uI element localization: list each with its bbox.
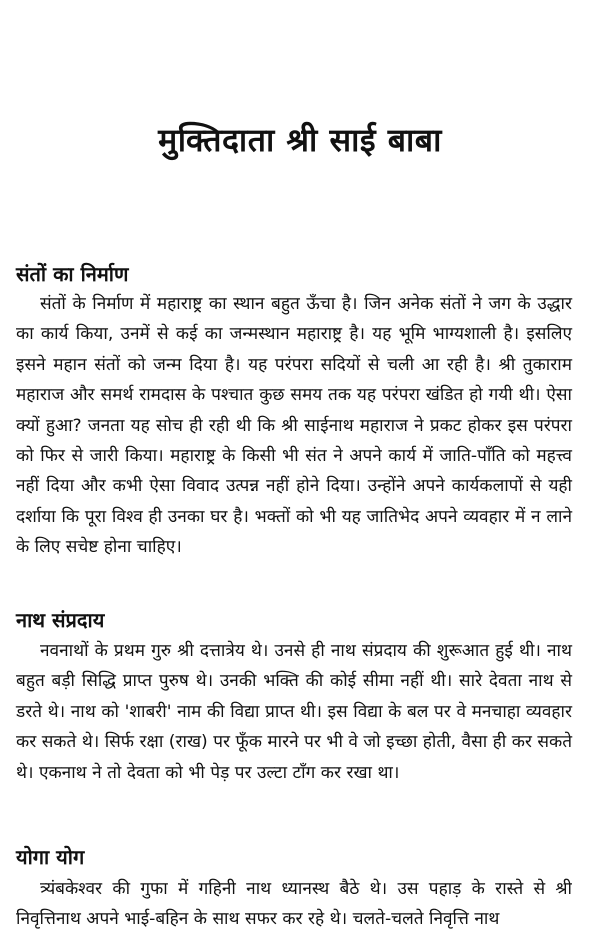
- section-heading-santon-ka-nirman: संतों का निर्माण: [16, 262, 129, 286]
- page-title: मुक्तिदाता श्री साई बाबा: [158, 121, 442, 159]
- section-paragraph-nath-sampraday: नवनाथों के प्रथम गुरु श्री दत्तात्रेय थे। उनसे ही नाथ संप्रदाय की शुरूआत हुई थी। नाथ बहुत बड़ी सिद्धि प्राप्त पुरुष थे। उनकी भक्ति की कोई सीमा नहीं थी। सारे देवता नाथ से डरते थे। नाथ को 'शाबरी' नाम की विद्या प्राप्त थी। इस विद्या के बल पर वे मनचाहा व्यवहार कर सकते थे। सिर्फ रक्षा (राख) पर फूँक मारने पर भी वे जो इच्छा होती, वैसा ही कर सकते थे। एकनाथ ने तो देवता को भी पेड़ पर उल्टा टाँग कर रखा था।: [16, 641, 572, 783]
- section-heading-nath-sampraday: नाथ संप्रदाय: [16, 608, 105, 632]
- section-paragraph-santon-ka-nirman: संतों के निर्माण में महाराष्ट्र का स्थान बहुत ऊँचा है। जिन अनेक संतों ने जग के उद्धार का कार्य किया, उनमें से कई का जन्मस्थान महाराष्ट्र है। यह भूमि भाग्यशाली है। इसलिए इसने महान संतों को जन्म दिया है। यह परंपरा सदियों से चली आ रही है। श्री तुकाराम महाराज और समर्थ रामदास के पश्चात कुछ समय तक यह परंपरा खंडित हो गयी थी। ऐसा क्यों हुआ? जनता यह सोच ही रही थी कि श्री साईनाथ महाराज ने प्रकट होकर इस परंपरा को फिर से जारी किया। महाराष्ट्र के किसी भी संत ने अपने कार्य में जाति-पाँति को महत्त्व नहीं दिया और कभी ऐसा विवाद उत्पन्न नहीं होने दिया। उन्होंने अपने कार्यकलापों से यही दर्शाया कि पूरा विश्व ही उनका घर है। भक्तों को भी यह जातिभेद अपने व्यवहार में न लाने के लिए सचेष्ट होना चाहिए।: [16, 294, 572, 558]
- section-paragraph-yoga-yog: त्र्यंबकेश्वर की गुफा में गहिनी नाथ ध्यानस्थ बैठे थे। उस पहाड़ के रास्ते से श्री निवृत्तिनाथ अपने भाई-बहिन के साथ सफर कर रहे थे। चलते-चलते निवृत्ति नाथ: [16, 879, 572, 930]
- section-heading-yoga-yog: योगा योग: [16, 845, 85, 869]
